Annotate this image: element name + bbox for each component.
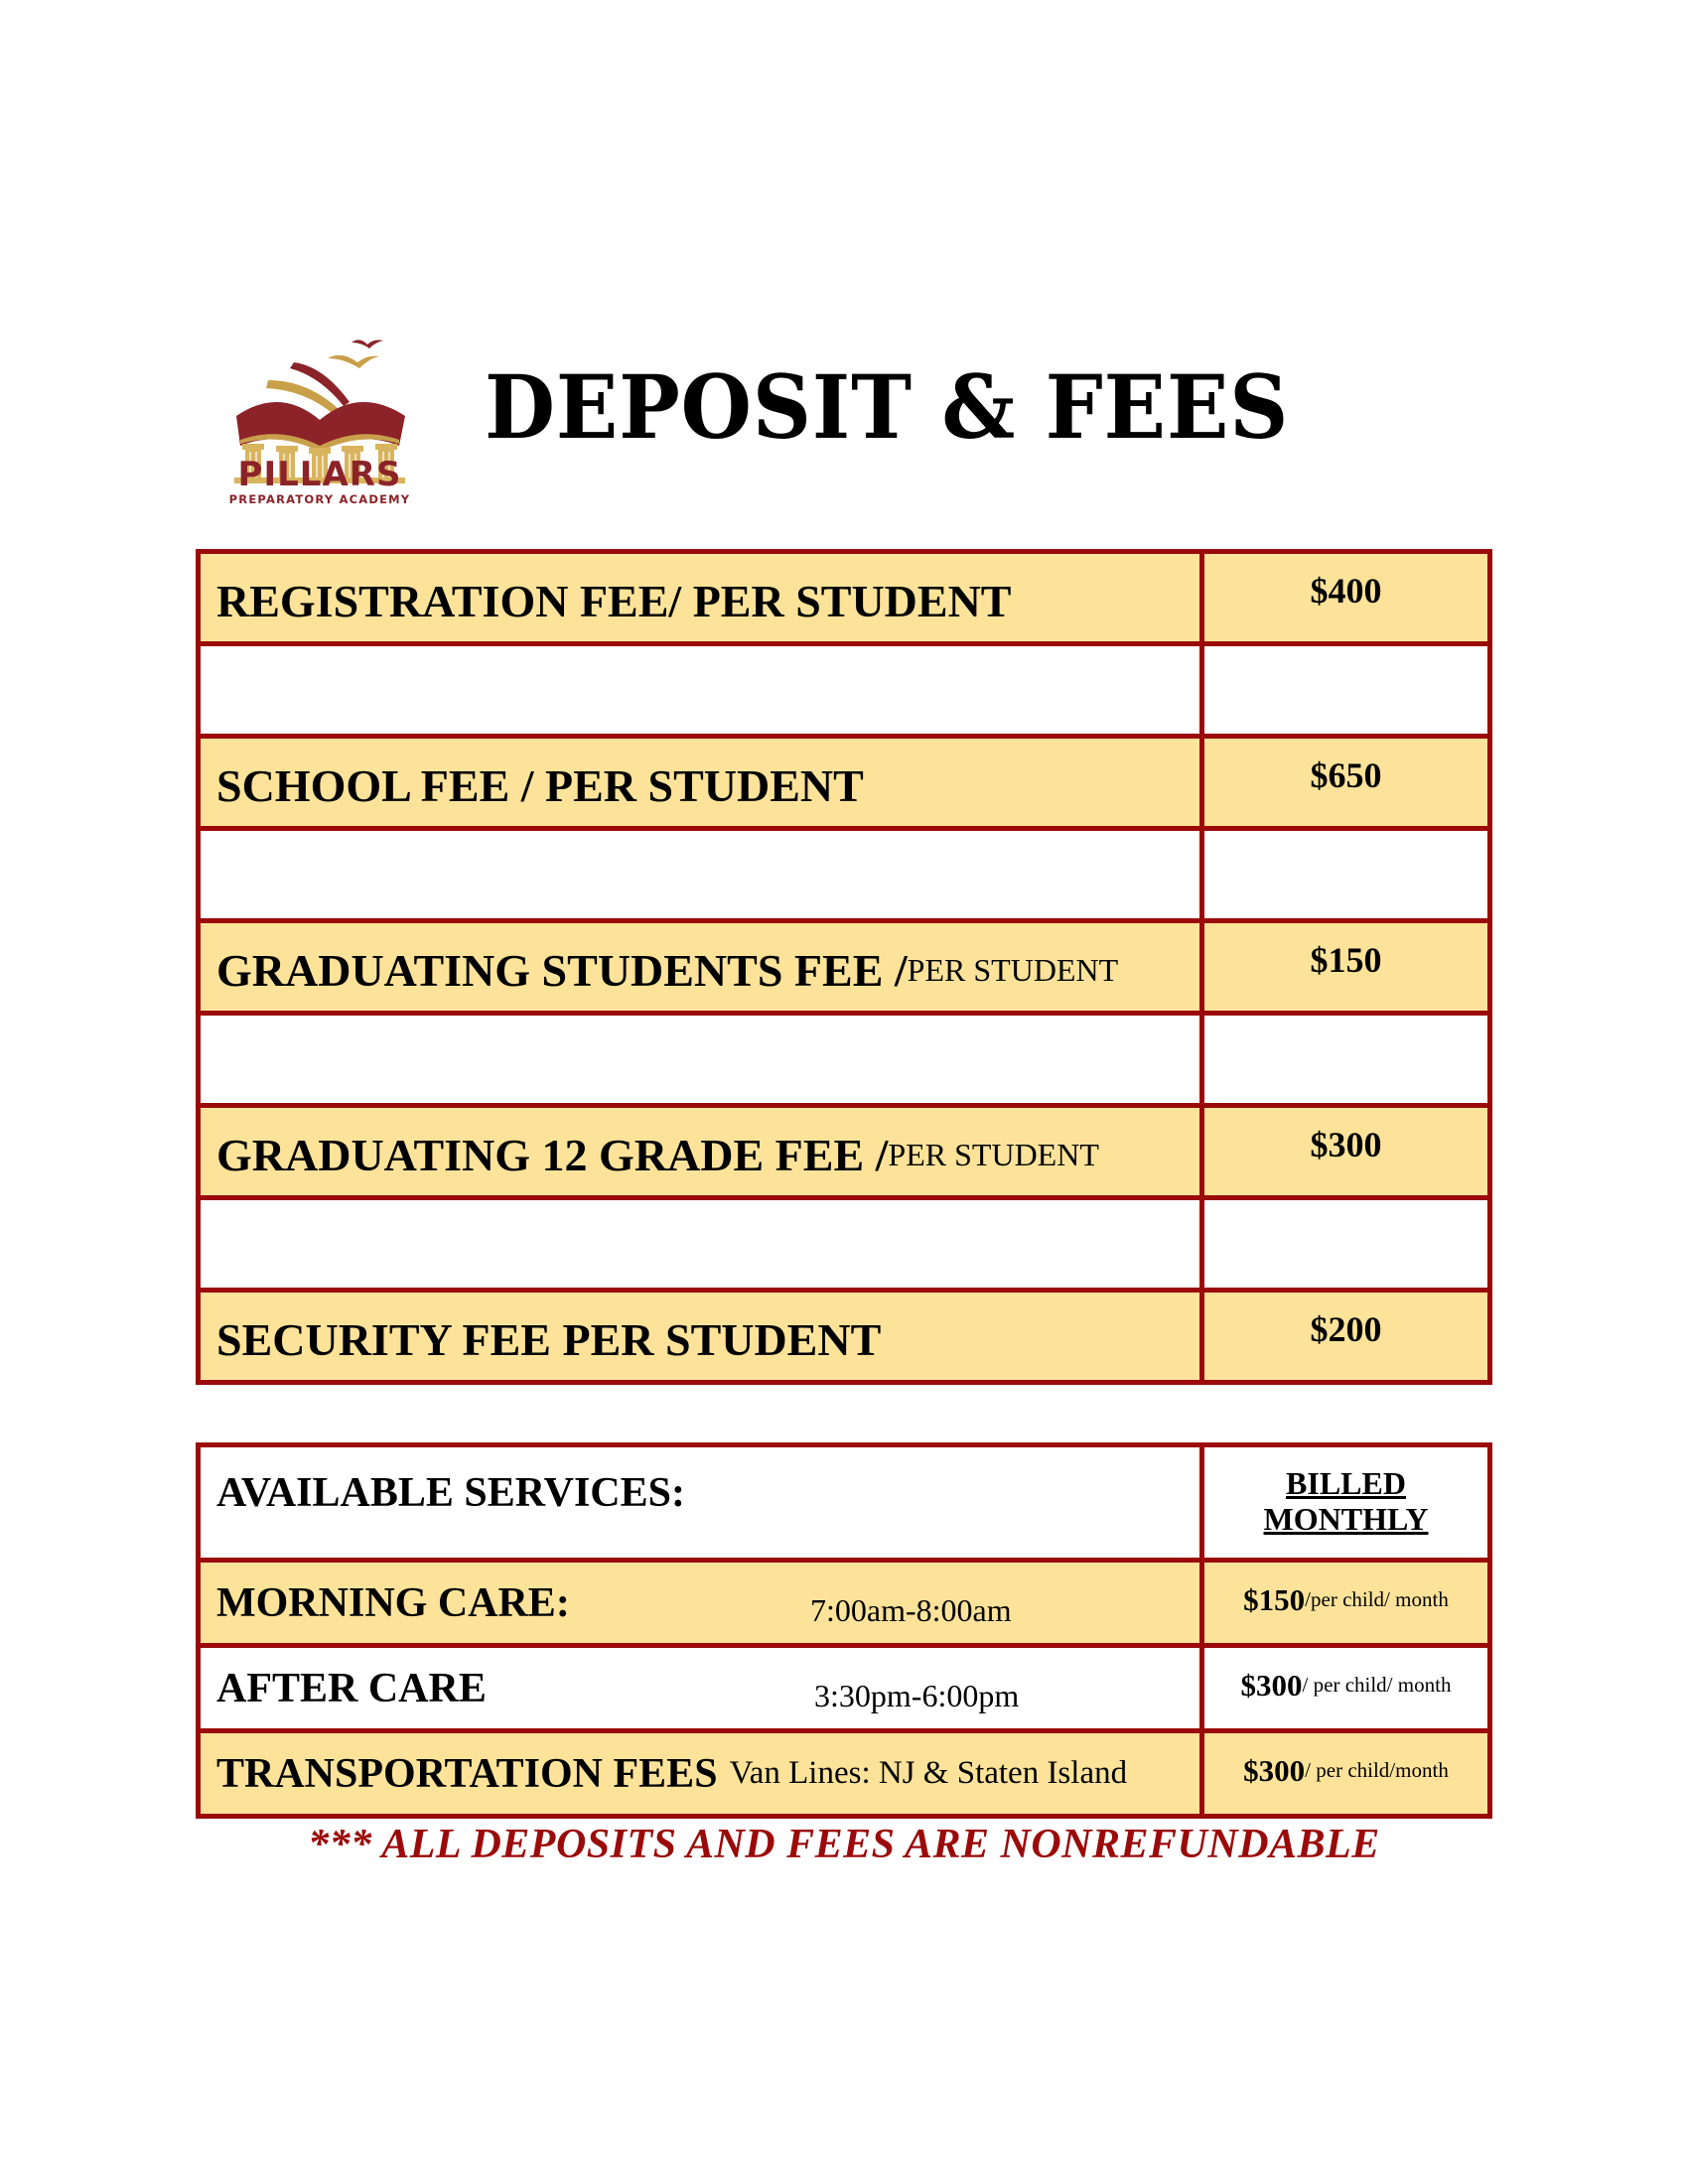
fee-price: $300: [1310, 1125, 1382, 1164]
billing-line-1: BILLED: [1286, 1465, 1406, 1501]
service-price: [1204, 1648, 1487, 1728]
service-amount: $300: [1243, 1752, 1306, 1788]
fee-row-registration: [201, 554, 1487, 641]
fee-row-spacer: [201, 826, 1487, 918]
fee-label-text: SCHOOL FEE / PER STUDENT: [216, 759, 864, 811]
empty-cell: [201, 1016, 1204, 1103]
service-time: 3:30pm-6:00pm: [814, 1678, 1020, 1713]
service-row-after-care: [201, 1643, 1487, 1728]
empty-cell: [1204, 1016, 1487, 1103]
empty-cell: [1204, 1200, 1487, 1288]
service-label: [201, 1648, 1204, 1728]
services-heading: AVAILABLE SERVICES:: [201, 1447, 1204, 1558]
empty-cell: [1204, 646, 1487, 734]
fee-label-text: SECURITY FEE PER STUDENT: [216, 1313, 882, 1365]
service-row-morning-care: [201, 1558, 1487, 1643]
fee-label: [201, 554, 1204, 641]
service-note: Van Lines: NJ & Staten Island: [729, 1755, 1128, 1791]
service-name: MORNING CARE:: [216, 1579, 570, 1626]
empty-cell: [1204, 831, 1487, 918]
fee-label-text: GRADUATING STUDENTS FEE /: [216, 944, 908, 996]
fee-row-spacer: [201, 1195, 1487, 1288]
billing-line-2: MONTHLY: [1263, 1501, 1429, 1537]
empty-cell: [201, 831, 1204, 918]
service-time: 7:00am-8:00am: [810, 1592, 1012, 1628]
fee-price: $400: [1310, 571, 1382, 611]
fee-price: $650: [1310, 755, 1382, 795]
fee-row-graduating-students: [201, 918, 1487, 1011]
fee-label: [201, 923, 1204, 1011]
logo-name: PILLARS: [237, 455, 402, 494]
service-rate-unit: /per child/ month: [1305, 1587, 1449, 1611]
services-table: [196, 1442, 1492, 1819]
fee-label-text: GRADUATING 12 GRADE FEE /: [216, 1129, 889, 1180]
fee-price: $150: [1310, 940, 1382, 980]
services-header-row: [201, 1447, 1487, 1558]
fee-row-spacer: [201, 641, 1487, 734]
service-price: [1204, 1733, 1487, 1814]
school-logo: [224, 314, 415, 508]
fee-label: [201, 739, 1204, 826]
page-title: DEPOSIT & FEES: [485, 355, 1290, 459]
fee-row-security: [201, 1288, 1487, 1380]
service-rate-unit: / per child/month: [1305, 1758, 1449, 1782]
fee-row-school: [201, 734, 1487, 826]
fee-label-suffix: PER STUDENT: [907, 951, 1119, 988]
service-amount: $150: [1243, 1581, 1306, 1617]
service-rate-unit: / per child/ month: [1302, 1673, 1452, 1697]
fee-row-spacer: [201, 1011, 1487, 1103]
service-label: [201, 1733, 1204, 1814]
fee-label-text: REGISTRATION FEE/ PER STUDENT: [216, 575, 1012, 626]
service-name: AFTER CARE: [216, 1665, 487, 1711]
empty-cell: [201, 646, 1204, 734]
service-price: [1204, 1563, 1487, 1643]
logo-subtitle: PREPARATORY ACADEMY: [228, 492, 411, 506]
fee-label: [201, 1108, 1204, 1195]
fee-label-suffix: PER STUDENT: [888, 1136, 1099, 1172]
service-label: [201, 1563, 1204, 1643]
service-name: TRANSPORTATION FEES: [216, 1750, 718, 1797]
fee-price: $200: [1310, 1309, 1382, 1349]
fee-row-graduating-12-grade: [201, 1103, 1487, 1195]
service-row-transportation: [201, 1728, 1487, 1814]
service-amount: $300: [1240, 1667, 1303, 1703]
empty-cell: [201, 1200, 1204, 1288]
billing-frequency-heading: [1204, 1447, 1487, 1558]
fee-label: [201, 1293, 1204, 1380]
nonrefundable-disclaimer: *** ALL DEPOSITS AND FEES ARE NONREFUNDABLE: [308, 1822, 1380, 1867]
fees-table: [196, 549, 1492, 1385]
